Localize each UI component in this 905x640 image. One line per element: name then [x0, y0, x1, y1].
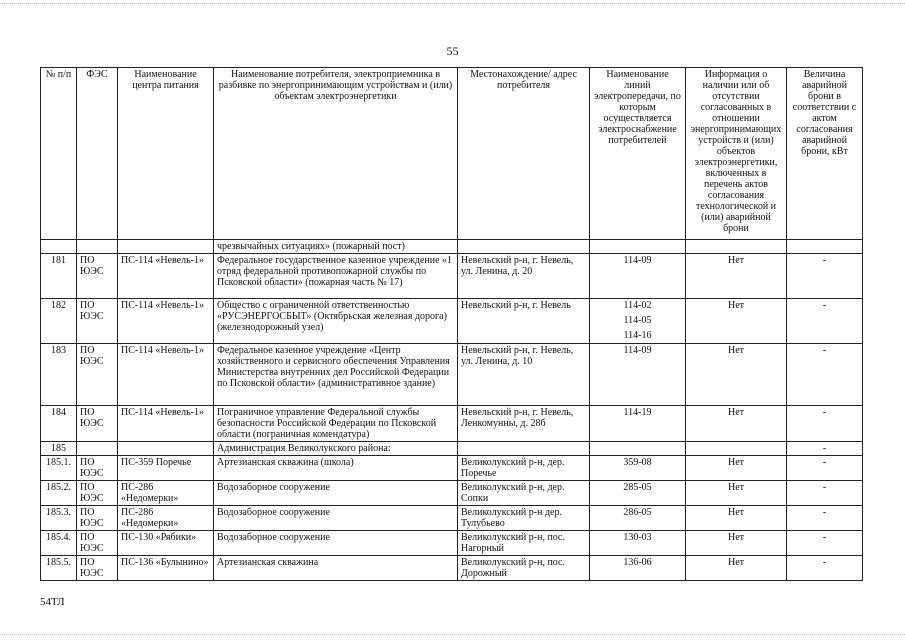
cell-address: Невельский р-н, г. Невель, ул. Ленина, д. 10 [458, 344, 590, 406]
cell-info: Нет [686, 344, 787, 406]
line-code: 286-05 [623, 507, 652, 518]
cell-address: Великолукский р-н дер. Тулубьево [458, 506, 590, 531]
cell-num: 185.4. [41, 531, 77, 556]
cell-num: 181 [41, 254, 77, 299]
table-row [41, 344, 863, 406]
cell-fes: ПО ЮЭС [77, 406, 118, 442]
cell-num [41, 240, 77, 254]
cell-address: Невельский р-н, г. Невель, Ленкомунны, д. 28б [458, 406, 590, 442]
cell-value: - [787, 556, 863, 581]
cell-lines [590, 531, 686, 556]
cell-consumer: Водозаборное сооружение [214, 506, 458, 531]
line-code: 130-03 [623, 532, 652, 543]
line-code: 359-08 [623, 457, 652, 468]
line-code: 114-19 [623, 407, 652, 418]
cell-address: Великолукский р-н, пос. Дорожный [458, 556, 590, 581]
cell-value: - [787, 442, 863, 456]
table-row [41, 556, 863, 581]
cell-address: Невельский р-н, г. Невель, ул. Ленина, д. 20 [458, 254, 590, 299]
table-row [41, 481, 863, 506]
cell-value [787, 240, 863, 254]
cell-center [118, 240, 214, 254]
cell-num: 185.5. [41, 556, 77, 581]
cell-fes [77, 442, 118, 456]
table-row [41, 442, 863, 456]
data-table [40, 67, 863, 581]
cell-consumer: Администрация Великолукского района: [214, 442, 458, 456]
cell-lines [590, 556, 686, 581]
cell-lines [590, 240, 686, 254]
cell-center: ПС-114 «Невель-1» [118, 406, 214, 442]
cell-fes: ПО ЮЭС [77, 254, 118, 299]
cell-center: ПС-286 «Недомерки» [118, 481, 214, 506]
cell-consumer: Артезианская скважина [214, 556, 458, 581]
cell-value: - [787, 299, 863, 344]
cell-info [686, 442, 787, 456]
cell-fes [77, 240, 118, 254]
line-code: 114-02 [623, 300, 652, 311]
cell-info: Нет [686, 254, 787, 299]
cell-consumer: Общество с ограниченной ответственностью «РУСЭНЕРГОСБЫТ» (Октябрьская железная дорога) (железнодорожный узел) [214, 299, 458, 344]
table-row [41, 406, 863, 442]
cell-fes: ПО ЮЭС [77, 344, 118, 406]
cell-fes: ПО ЮЭС [77, 531, 118, 556]
cell-consumer: Водозаборное сооружение [214, 531, 458, 556]
cell-info: Нет [686, 531, 787, 556]
line-code: 114-09 [623, 345, 652, 356]
cell-lines [590, 442, 686, 456]
cell-center: ПС-114 «Невель-1» [118, 299, 214, 344]
table-header-row [41, 68, 863, 240]
cell-fes: ПО ЮЭС [77, 456, 118, 481]
cell-lines [590, 456, 686, 481]
cell-num: 185.1. [41, 456, 77, 481]
cell-lines [590, 299, 686, 344]
cell-center: ПС-136 «Булынино» [118, 556, 214, 581]
cell-info: Нет [686, 299, 787, 344]
cell-info: Нет [686, 481, 787, 506]
cell-value: - [787, 531, 863, 556]
cell-info: Нет [686, 456, 787, 481]
cell-center: ПС-286 «Недомерки» [118, 506, 214, 531]
header-value: Величина аварийной брони в соответствии с актом согласования аварийной брони, кВт [787, 68, 863, 240]
cell-fes: ПО ЮЭС [77, 556, 118, 581]
header-address: Местонахождение/ адрес потребителя [458, 68, 590, 240]
cell-lines [590, 254, 686, 299]
table-row [41, 506, 863, 531]
header-center: Наименование центра питания [118, 68, 214, 240]
footer-code: 54ТЛ [40, 596, 65, 608]
scan-edge-top [0, 3, 905, 6]
cell-consumer: Федеральное государственное казенное учреждение «1 отряд федеральной противопожарной службы по Псковской области» (пожарная часть № 17) [214, 254, 458, 299]
cell-value: - [787, 456, 863, 481]
table-row [41, 240, 863, 254]
cell-center: ПС-359 Поречье [118, 456, 214, 481]
header-consumer: Наименование потребителя, электроприемника в разбивке по энергопринимающим устройствам и (или) объектам электроэнергетики [214, 68, 458, 240]
cell-fes: ПО ЮЭС [77, 299, 118, 344]
cell-address [458, 240, 590, 254]
cell-lines [590, 481, 686, 506]
cell-address: Великолукский р-н, пос. Нагорный [458, 531, 590, 556]
header-num: № п/п [41, 68, 77, 240]
cell-center: ПС-130 «Рябики» [118, 531, 214, 556]
cell-address [458, 442, 590, 456]
header-fes: ФЭС [77, 68, 118, 240]
table-row [41, 531, 863, 556]
header-lines: Наименование линий электропередачи, по которым осуществляется электроснабжение потребителей [590, 68, 686, 240]
cell-value: - [787, 481, 863, 506]
cell-info [686, 240, 787, 254]
line-code: 114-09 [623, 255, 652, 266]
line-code: 136-06 [623, 557, 652, 568]
cell-info: Нет [686, 406, 787, 442]
table-row [41, 456, 863, 481]
cell-lines [590, 344, 686, 406]
cell-consumer: чрезвычайных ситуациях» (пожарный пост) [214, 240, 458, 254]
cell-value: - [787, 254, 863, 299]
cell-info: Нет [686, 506, 787, 531]
cell-address: Великолукский р-н, дер. Поречье [458, 456, 590, 481]
cell-value: - [787, 506, 863, 531]
cell-fes: ПО ЮЭС [77, 506, 118, 531]
cell-address: Великолукский р-н, дер. Сопки [458, 481, 590, 506]
cell-num: 185.2. [41, 481, 77, 506]
cell-lines [590, 406, 686, 442]
cell-num: 185 [41, 442, 77, 456]
scan-edge-bottom [0, 634, 905, 637]
cell-info: Нет [686, 556, 787, 581]
cell-consumer: Пограничное управление Федеральной службы безопасности Российской Федерации по Псковской области (пограничная комендатура) [214, 406, 458, 442]
line-code: 285-05 [623, 482, 652, 493]
cell-num: 184 [41, 406, 77, 442]
table-row [41, 299, 863, 344]
cell-num: 185.3. [41, 506, 77, 531]
header-info: Информация о наличии или об отсутствии согласованных в отношении энергопринимающих устройств и (или) объектов электроэнергетики, включенных в перечень актов согласования технологической и (или) аварийной брони [686, 68, 787, 240]
cell-value: - [787, 406, 863, 442]
page-number: 55 [446, 44, 459, 58]
cell-value: - [787, 344, 863, 406]
cell-consumer: Федеральное казенное учреждение «Центр хозяйственного и сервисного обеспечения Управления Министерства внутренних дел Российской Федерации по Псковской области» (административное здание) [214, 344, 458, 406]
line-code: 114-16 [623, 330, 652, 341]
cell-consumer: Водозаборное сооружение [214, 481, 458, 506]
cell-fes: ПО ЮЭС [77, 481, 118, 506]
cell-num: 182 [41, 299, 77, 344]
cell-num: 183 [41, 344, 77, 406]
line-code: 114-05 [623, 315, 652, 326]
cell-lines [590, 506, 686, 531]
table-row [41, 254, 863, 299]
cell-address: Невельский р-н, г. Невель [458, 299, 590, 344]
cell-center: ПС-114 «Невель-1» [118, 254, 214, 299]
cell-center: ПС-114 «Невель-1» [118, 344, 214, 406]
cell-center [118, 442, 214, 456]
cell-consumer: Артезианская скважина (школа) [214, 456, 458, 481]
